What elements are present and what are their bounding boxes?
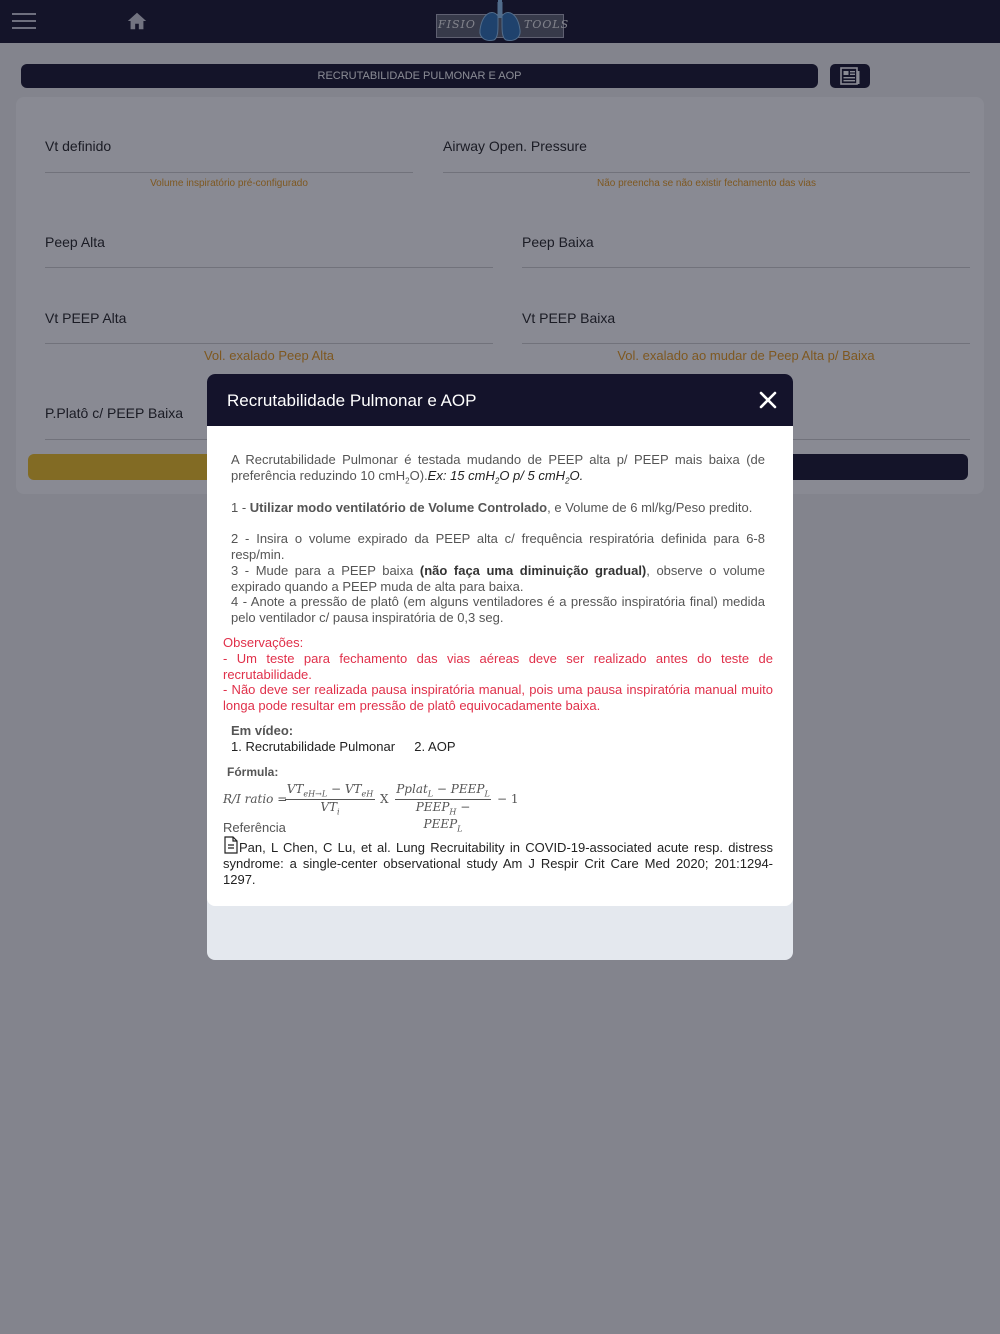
modal-header <box>207 374 793 426</box>
observation-2: - Não deve ser realizada pausa inspiratória manual, pois uma pausa inspiratória manual muito longa pode resultar em pressão de platô equivocadamente baixa. <box>223 682 773 713</box>
intro-text: A Recrutabilidade Pulmonar é testada mudando de PEEP alta p/ PEEP mais baixa (de preferência reduzindo 10 cmH$_2$O).Ex: 15 cmH$_2$O p/ 5 cmH$_2$O. <box>231 452 765 486</box>
formula-title: Fórmula: <box>227 765 279 779</box>
close-icon[interactable] <box>757 389 779 411</box>
observations-title: Observações: <box>223 635 304 650</box>
step-4: 4 - Anote a pressão de platô (em alguns ventiladores é a pressão inspiratória final) medida pelo ventilador c/ pausa inspiratória de 0,3 seg. <box>231 594 765 625</box>
video-title: Em vídeo: <box>231 723 294 738</box>
observation-1: - Um teste para fechamento das vias aéreas deve ser realizado antes do teste de recrutabilidade. <box>223 651 773 682</box>
video-link-recrutabilidade[interactable]: 1. Recrutabilidade Pulmonar <box>231 739 396 754</box>
video-links <box>231 739 765 755</box>
file-icon <box>223 836 239 854</box>
step-1: 1 - Utilizar modo ventilatório de Volume Controlado, e Volume de 6 ml/kg/Peso predito. <box>231 500 753 515</box>
info-modal <box>207 374 793 960</box>
reference-text[interactable]: Pan, L Chen, C Lu, et al. Lung Recruitability in COVID-19-associated acute resp. distress syndrome: a single-center observational study Am J Respir Crit Care Med 2020; 201:1294-1297. <box>223 836 773 888</box>
reference-title: Referência <box>223 820 286 835</box>
modal-title: Recrutabilidade Pulmonar e AOP <box>227 391 477 410</box>
video-link-aop[interactable]: 2. AOP <box>414 739 456 754</box>
formula: R/I ratio = $VT_{eH\to L} - VT_{eH}$ $VT_i$ X Pplat$_L$ − $PEEP_L$ $PEEP_H$ − $PEEP_L$ − 1 <box>223 782 519 834</box>
modal-body <box>207 426 793 906</box>
step-2: 2 - Insira o volume expirado da PEEP alta c/ frequência respiratória definida para 6-8 resp/min. <box>231 531 765 562</box>
step-3: 3 - Mude para a PEEP baixa (não faça uma diminuição gradual), observe o volume expirado quando a PEEP muda de alta para baixa. <box>231 563 765 594</box>
